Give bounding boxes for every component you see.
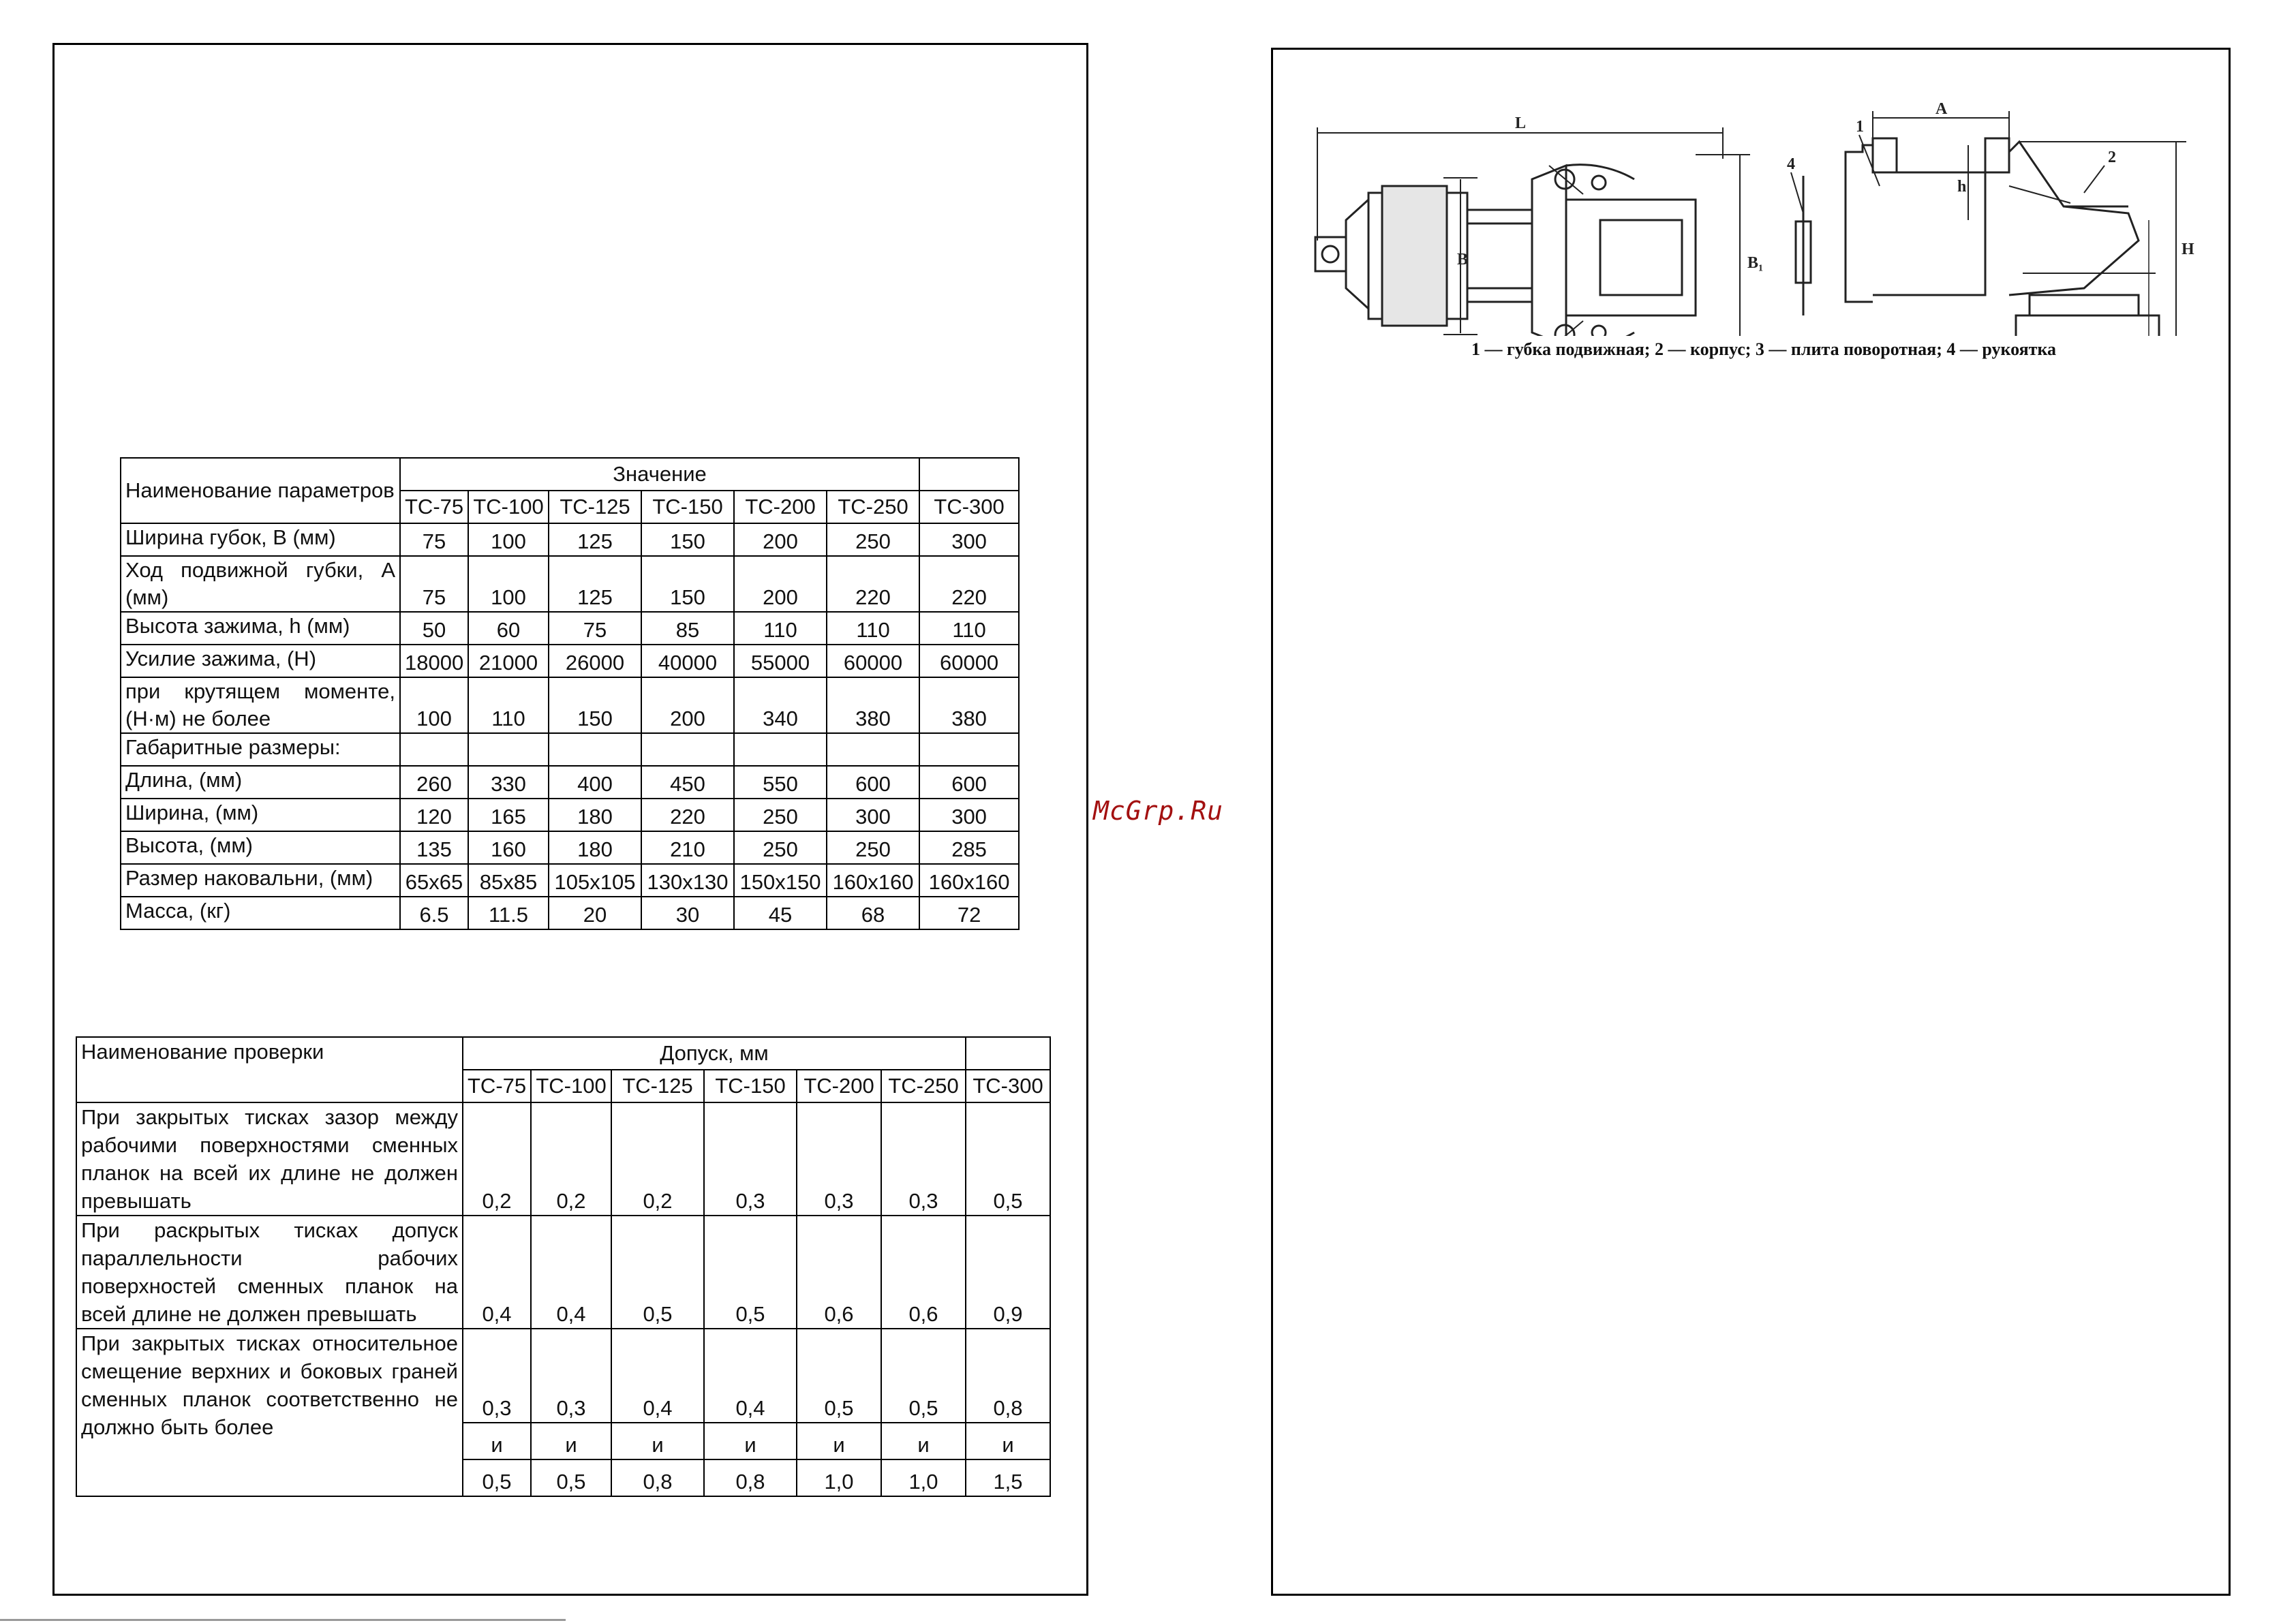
model-header-cell: ТС-300: [919, 491, 1019, 523]
param-name-cell: при крутящем моменте, (Н·м) не более: [121, 677, 400, 733]
check-value-cell: 1,5: [966, 1459, 1050, 1496]
param-value-cell: 250: [827, 831, 919, 864]
param-value-cell: 400: [549, 766, 641, 799]
model-header-cell: ТС-75: [463, 1070, 531, 1102]
model-header-cell: ТС-200: [797, 1070, 881, 1102]
param-value-cell: 110: [919, 612, 1019, 645]
check-joiner-cell: и: [797, 1423, 881, 1459]
param-value-cell: 50: [400, 612, 468, 645]
table-row: [121, 733, 1019, 766]
label-A: A: [1935, 100, 1948, 118]
check-joiner-cell: и: [611, 1423, 704, 1459]
param-value-cell: 18000: [400, 645, 468, 677]
param-value-cell: 600: [827, 766, 919, 799]
param-value-cell: 340: [734, 677, 827, 733]
param-value-cell: 330: [468, 766, 549, 799]
check-value-cell: 0,5: [966, 1102, 1050, 1216]
model-header-cell: ТС-200: [734, 491, 827, 523]
tolerance-table: [76, 1036, 1051, 1497]
check-name-cell: При раскрытых тисках допуск параллельности рабочих поверхностей сменных планок на всей длине не должен превышать: [76, 1216, 463, 1329]
param-value-cell: 380: [827, 677, 919, 733]
param-value-cell: 160х160: [919, 864, 1019, 897]
check-group-header: Допуск, мм: [463, 1037, 966, 1070]
table-row: [121, 799, 1019, 831]
check-joiner-cell: и: [966, 1423, 1050, 1459]
param-value-cell: 160х160: [827, 864, 919, 897]
check-joiner-cell: и: [463, 1423, 531, 1459]
param-name-header: Наименование параметров: [121, 458, 400, 523]
label-1: 1: [1856, 118, 1864, 136]
check-value-cell: 0,3: [704, 1102, 797, 1216]
param-name-cell: Масса, (кг): [121, 897, 400, 929]
param-value-cell: 250: [734, 831, 827, 864]
param-value-cell: 200: [734, 556, 827, 612]
bottom-rule: [0, 1619, 566, 1621]
param-value-cell: 68: [827, 897, 919, 929]
model-header-cell: ТС-150: [641, 491, 734, 523]
check-value-cell: 0,5: [463, 1459, 531, 1496]
check-value-cell: 0,4: [463, 1216, 531, 1329]
table-row: [121, 556, 1019, 612]
parameters-table: [120, 457, 1020, 930]
check-value-cell: 0,2: [531, 1102, 611, 1216]
param-value-cell: 85х85: [468, 864, 549, 897]
param-value-cell: [468, 733, 549, 766]
param-value-cell: 125: [549, 556, 641, 612]
param-value-cell: 150х150: [734, 864, 827, 897]
param-value-cell: 26000: [549, 645, 641, 677]
param-value-cell: 105х105: [549, 864, 641, 897]
param-value-cell: 250: [827, 523, 919, 556]
check-value-cell: 0,3: [881, 1102, 966, 1216]
model-header-cell: ТС-100: [468, 491, 549, 523]
param-value-cell: 150: [641, 523, 734, 556]
param-value-cell: 130х130: [641, 864, 734, 897]
model-header-cell: ТС-125: [611, 1070, 704, 1102]
check-value-cell: 0,8: [966, 1329, 1050, 1423]
param-value-cell: 75: [400, 523, 468, 556]
table-row: [121, 612, 1019, 645]
label-H: H: [2182, 241, 2194, 258]
label-B1: B₁: [1747, 254, 1764, 272]
param-value-cell: 285: [919, 831, 1019, 864]
vise-drawing: [1314, 70, 2214, 359]
table-row: [121, 645, 1019, 677]
param-value-cell: 65х65: [400, 864, 468, 897]
check-value-cell: 0,6: [881, 1216, 966, 1329]
param-value-cell: 220: [641, 799, 734, 831]
param-value-cell: 250: [734, 799, 827, 831]
param-value-cell: [641, 733, 734, 766]
param-value-cell: [734, 733, 827, 766]
label-L: L: [1515, 114, 1527, 132]
check-value-cell: 0,4: [611, 1329, 704, 1423]
table-row: [76, 1216, 1050, 1329]
table-row: [121, 897, 1019, 929]
param-value-cell: 55000: [734, 645, 827, 677]
check-value-cell: 0,5: [704, 1216, 797, 1329]
param-name-cell: Высота, (мм): [121, 831, 400, 864]
table-row: [121, 677, 1019, 733]
left-page: [52, 43, 1088, 1596]
param-value-cell: 45: [734, 897, 827, 929]
param-value-cell: 150: [641, 556, 734, 612]
table-row: [121, 831, 1019, 864]
top-view: [1315, 127, 1750, 336]
param-value-cell: 110: [468, 677, 549, 733]
label-B: B: [1457, 251, 1469, 268]
param-name-cell: Габаритные размеры:: [121, 733, 400, 766]
check-value-cell: 0,5: [797, 1329, 881, 1423]
param-value-cell: 20: [549, 897, 641, 929]
param-value-cell: 120: [400, 799, 468, 831]
param-value-cell: 150: [549, 677, 641, 733]
param-value-cell: 110: [734, 612, 827, 645]
param-value-cell: 110: [827, 612, 919, 645]
param-name-cell: Ширина губок, В (мм): [121, 523, 400, 556]
table-row: [121, 766, 1019, 799]
model-header-cell: ТС-75: [400, 491, 468, 523]
param-value-cell: [827, 733, 919, 766]
check-value-cell: 0,2: [463, 1102, 531, 1216]
param-value-cell: 260: [400, 766, 468, 799]
check-joiner-cell: и: [531, 1423, 611, 1459]
check-value-cell: 1,0: [797, 1459, 881, 1496]
param-value-cell: 75: [400, 556, 468, 612]
check-name-header: Наименование проверки: [76, 1037, 463, 1102]
param-value-cell: 100: [468, 523, 549, 556]
param-value-cell: 380: [919, 677, 1019, 733]
param-value-cell: 220: [919, 556, 1019, 612]
param-value-cell: 60000: [827, 645, 919, 677]
check-value-cell: 0,8: [704, 1459, 797, 1496]
label-4: 4: [1787, 155, 1795, 173]
param-value-cell: 40000: [641, 645, 734, 677]
drawing-caption: 1 — губка подвижная; 2 — корпус; 3 — плита поворотная; 4 — рукоятка: [1471, 339, 2057, 359]
vise-technical-drawing: [1314, 70, 2214, 336]
param-value-cell: 135: [400, 831, 468, 864]
param-value-cell: 21000: [468, 645, 549, 677]
param-value-cell: 165: [468, 799, 549, 831]
param-value-cell: 30: [641, 897, 734, 929]
check-value-cell: 0,9: [966, 1216, 1050, 1329]
param-group-header: Значение: [400, 458, 919, 491]
table-row: [76, 1329, 1050, 1423]
param-value-cell: 180: [549, 831, 641, 864]
check-value-cell: 1,0: [881, 1459, 966, 1496]
param-value-cell: 550: [734, 766, 827, 799]
param-name-cell: Ширина, (мм): [121, 799, 400, 831]
param-value-cell: [549, 733, 641, 766]
check-value-cell: 0,3: [531, 1329, 611, 1423]
watermark: McGrp.Ru: [1092, 796, 1224, 826]
model-header-cell: ТС-250: [881, 1070, 966, 1102]
param-value-cell: 300: [919, 523, 1019, 556]
param-value-cell: 210: [641, 831, 734, 864]
check-value-cell: 0,4: [531, 1216, 611, 1329]
param-name-cell: Ход подвижной губки, А (мм): [121, 556, 400, 612]
side-view: [1791, 111, 2186, 336]
param-value-cell: 200: [641, 677, 734, 733]
param-value-cell: 160: [468, 831, 549, 864]
param-value-cell: 450: [641, 766, 734, 799]
param-value-cell: 100: [468, 556, 549, 612]
param-value-cell: 75: [549, 612, 641, 645]
model-header-cell: ТС-250: [827, 491, 919, 523]
check-joiner-cell: и: [704, 1423, 797, 1459]
param-value-cell: 220: [827, 556, 919, 612]
param-value-cell: 180: [549, 799, 641, 831]
check-value-cell: 0,4: [704, 1329, 797, 1423]
table-row: [76, 1102, 1050, 1216]
check-joiner-cell: и: [881, 1423, 966, 1459]
check-name-cell: При закрытых тисках относительное смещение верхних и боковых граней сменных планок соответственно не должно быть более: [76, 1329, 463, 1496]
check-value-cell: 0,6: [797, 1216, 881, 1329]
check-value-cell: 0,3: [797, 1102, 881, 1216]
model-header-cell: ТС-125: [549, 491, 641, 523]
param-value-cell: 600: [919, 766, 1019, 799]
check-value-cell: 0,8: [611, 1459, 704, 1496]
check-value-cell: 0,5: [611, 1216, 704, 1329]
param-value-cell: [400, 733, 468, 766]
param-value-cell: [919, 733, 1019, 766]
param-value-cell: 200: [734, 523, 827, 556]
label-2: 2: [2108, 149, 2116, 166]
model-header-cell: ТС-300: [966, 1070, 1050, 1102]
param-value-cell: 125: [549, 523, 641, 556]
param-value-cell: 300: [919, 799, 1019, 831]
table-row: [121, 523, 1019, 556]
check-value-cell: 0,3: [463, 1329, 531, 1423]
label-h: h: [1957, 178, 1967, 196]
check-name-cell: При закрытых тисках зазор между рабочими поверхностями сменных планок на всей их длине не должен превышать: [76, 1102, 463, 1216]
right-page: [1271, 48, 2231, 1596]
param-value-cell: 11.5: [468, 897, 549, 929]
check-value-cell: 0,5: [531, 1459, 611, 1496]
param-name-cell: Длина, (мм): [121, 766, 400, 799]
param-name-cell: Высота зажима, h (мм): [121, 612, 400, 645]
param-value-cell: 6.5: [400, 897, 468, 929]
param-value-cell: 72: [919, 897, 1019, 929]
param-name-cell: Усилие зажима, (Н): [121, 645, 400, 677]
param-value-cell: 85: [641, 612, 734, 645]
param-value-cell: 60000: [919, 645, 1019, 677]
check-value-cell: 0,2: [611, 1102, 704, 1216]
param-value-cell: 60: [468, 612, 549, 645]
param-value-cell: 300: [827, 799, 919, 831]
model-header-cell: ТС-100: [531, 1070, 611, 1102]
model-header-cell: ТС-150: [704, 1070, 797, 1102]
param-name-cell: Размер наковальни, (мм): [121, 864, 400, 897]
check-value-cell: 0,5: [881, 1329, 966, 1423]
table-row: [121, 864, 1019, 897]
param-value-cell: 100: [400, 677, 468, 733]
